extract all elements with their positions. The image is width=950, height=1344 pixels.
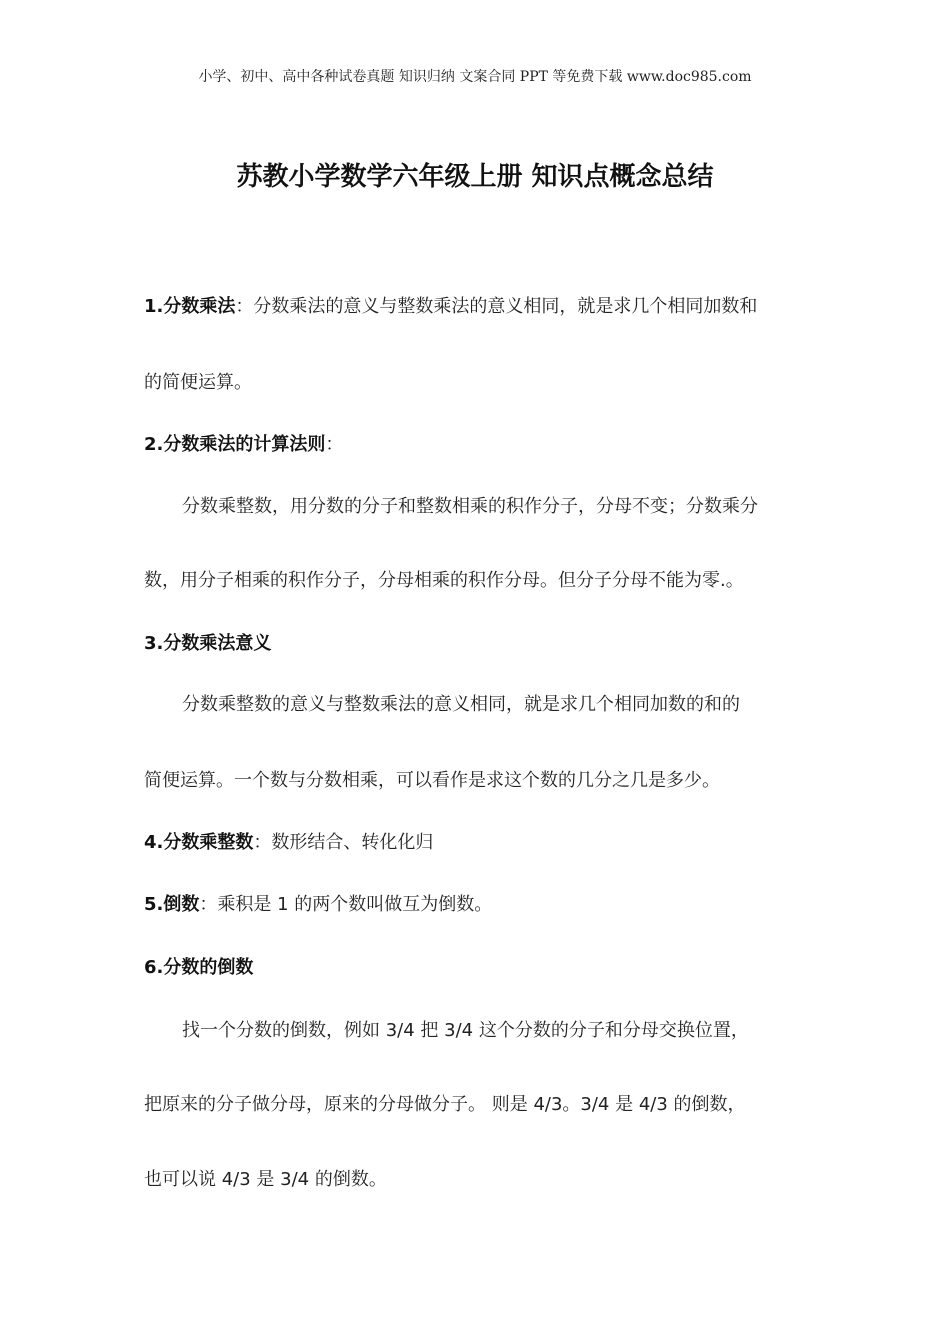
section-5-separator: ： bbox=[199, 894, 218, 915]
section-4-text: 数形结合、转化化归 bbox=[271, 832, 434, 853]
section-4-label: 4.分数乘整数 bbox=[144, 832, 254, 853]
section-3-text-1: 分数乘整数的意义与整数乘法的意义相同，就是求几个相同加数的和的 bbox=[182, 694, 740, 715]
section-6-text-1: 找一个分数的倒数，例如 3/4 把 3/4 这个分数的分子和分母交换位置， bbox=[182, 1020, 749, 1041]
section-3-label: 3.分数乘法意义 bbox=[144, 633, 272, 654]
section-6-label: 6.分数的倒数 bbox=[144, 957, 254, 978]
section-2-text-2: 数，用分子相乘的积作分子，分母相乘的积作分母。但分子分母不能为零.。 bbox=[144, 570, 744, 591]
section-6-text-3: 也可以说 4/3 是 3/4 的倒数。 bbox=[144, 1169, 387, 1190]
section-5-text: 乘积是 1 的两个数叫做互为倒数。 bbox=[217, 894, 493, 915]
section-6-text-2: 把原来的分子做分母，原来的分母做分子。 则是 4/3。3/4 是 4/3 的倒数， bbox=[144, 1094, 746, 1115]
document-title: 苏教小学数学六年级上册 知识点概念总结 bbox=[236, 162, 714, 192]
section-2-separator: ： bbox=[325, 434, 344, 455]
section-2-heading bbox=[144, 430, 343, 456]
section-4-separator: ： bbox=[253, 832, 272, 853]
section-1-line-1 bbox=[144, 292, 757, 318]
section-3-text-2: 简便运算。一个数与分数相乘，可以看作是求这个数的几分之几是多少。 bbox=[144, 770, 720, 791]
section-2-label: 2.分数乘法的计算法则 bbox=[144, 434, 326, 455]
section-1-label: 1.分数乘法 bbox=[144, 296, 236, 317]
page-header: 小学、初中、高中各种试卷真题 知识归纳 文案合同 PPT 等免费下载 www.doc985.com bbox=[198, 69, 752, 85]
section-5-line bbox=[144, 890, 492, 916]
section-1-separator: ： bbox=[235, 296, 254, 317]
section-5-label: 5.倒数 bbox=[144, 894, 200, 915]
section-4-line bbox=[144, 828, 433, 854]
section-1-text-2: 的简便运算。 bbox=[144, 372, 252, 393]
section-2-text-1: 分数乘整数，用分数的分子和整数相乘的积作分子，分母不变；分数乘分 bbox=[182, 496, 758, 517]
section-1-text-1: 分数乘法的意义与整数乘法的意义相同，就是求几个相同加数和 bbox=[253, 296, 758, 317]
